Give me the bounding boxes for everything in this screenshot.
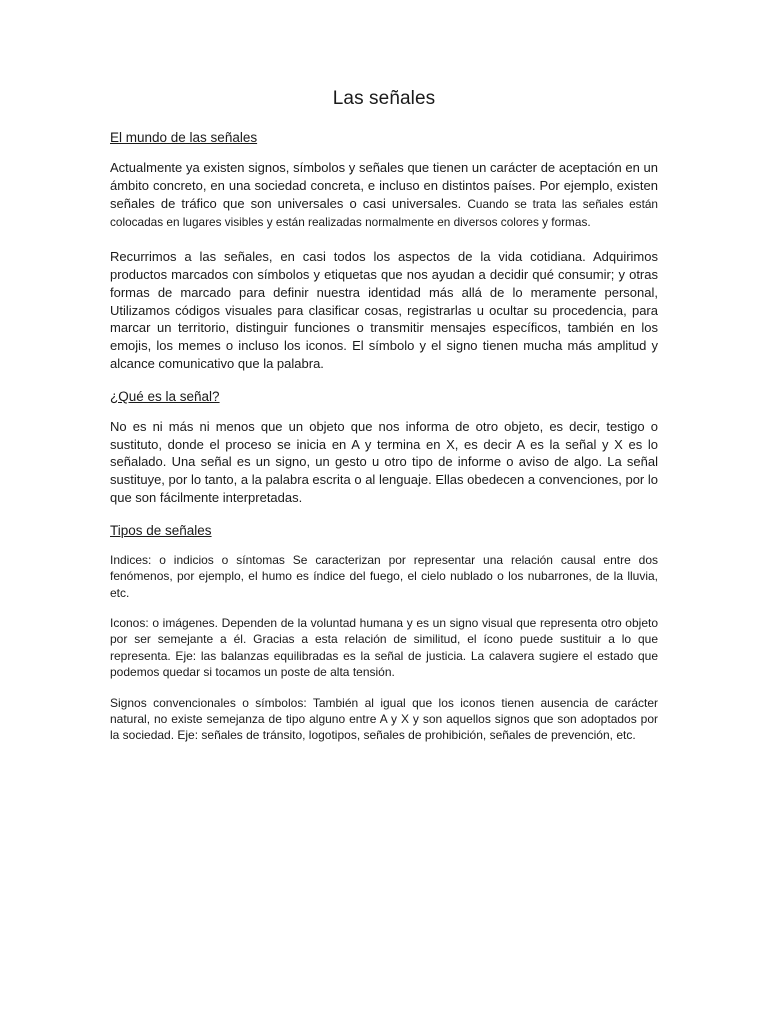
paragraph-intro [110, 159, 658, 232]
paragraph-definicion: No es ni más ni menos que un objeto que nos informa de otro objeto, es decir, testigo o sustituto, donde el proceso se inicia en A y termina en X, es decir A es la señal y X es lo señalado. Una señal es un signo, un gesto u otro tipo de informe o aviso de algo. La señal sustituye, por lo tanto, a la palabra escrita o al lenguaje. Ellas obedecen a convenciones, por lo que son fácilmente interpretadas. [110, 418, 658, 505]
paragraph-intro-main: Actualmente ya existen signos, símbolos y señales que tienen un carácter de aceptación en un ámbito concreto, en una sociedad concreta, e incluso en distintos países. Por ejemplo, existen señales de tráfico que son universales o casi universales. [110, 160, 658, 211]
paragraph-recurrimos: Recurrimos a las señales, en casi todos los aspectos de la vida cotidiana. Adquirimos productos marcados con símbolos y etiquetas que nos ayudan a decidir qué consumir; y otras formas de marcado para definir nuestra identidad más allá de lo meramente personal, Utilizamos códigos visuales para clasificar cosas, registrarlas u ocultar su procedencia, para marcar un territorio, distinguir funciones o transmitir mensajes específicos, también en los emojis, los memes o incluso los iconos. El símbolo y el signo tienen mucha más amplitud y alcance comunicativo que la palabra. [110, 249, 658, 371]
paragraph-intro-small: Cuando se trata las señales están colocadas en lugares visibles y están realizadas normalmente en diversos colores y formas. [110, 196, 658, 230]
paragraph-iconos: Iconos: o imágenes. Dependen de la voluntad humana y es un signo visual que representa otro objeto por ser semejante a él. Gracias a esta relación de similitud, el ícono puede sustituir a lo que representa. Eje: las balanzas equilibradas es la señal de justicia. La calavera sugiere el estado que podemos quedar si tocamos un poste de alta tensión. [110, 615, 658, 680]
paragraph-simbolos: Signos convencionales o símbolos: También al igual que los iconos tienen ausencia de carácter natural, no existe semejanza de tipo alguno entre A y X y son aquellos signos que son adoptados por la sociedad. Eje: señales de tránsito, logotipos, señales de prohibición, señales de prevención, etc. [110, 695, 658, 743]
section-heading-mundo: El mundo de las señales [110, 130, 258, 145]
paragraph-indices: Indices: o indicios o síntomas Se caracterizan por representar una relación causal entre dos fenómenos, por ejemplo, el humo es índice del fuego, el cielo nublado o los nubarrones, de la lluvia, etc. [110, 552, 658, 600]
section-heading-tipos: Tipos de señales [110, 522, 212, 538]
page-title: Las señales [332, 88, 436, 109]
section-heading-que-es: ¿Qué es la señal? [110, 388, 220, 404]
